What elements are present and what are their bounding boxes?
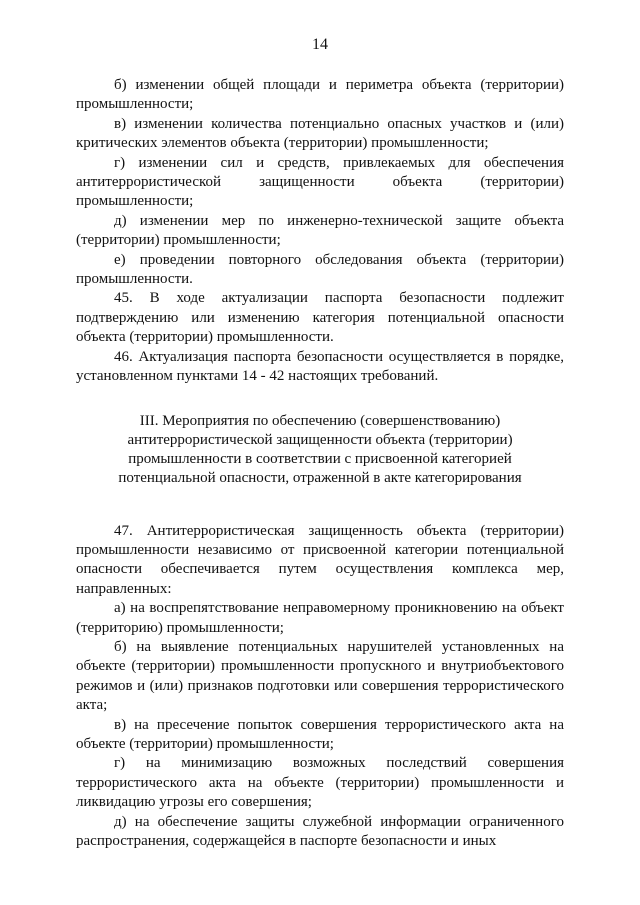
- page-number: 14: [312, 36, 328, 53]
- paragraph-g: г) изменении сил и средств, привлекаемых для обеспечения антитеррористической защищенности объекта (территории) промышленности;: [76, 154, 564, 210]
- section-heading: [76, 412, 564, 488]
- section-heading-line: промышленности в соответствии с присвоенной категорией: [128, 450, 512, 467]
- paragraph-46: 46. Актуализация паспорта безопасности осуществляется в порядке, установленном пунктами 14 - 42 настоящих требований.: [76, 348, 564, 385]
- section-heading-line: потенциальной опасности, отраженной в акте категорирования: [118, 469, 522, 486]
- paragraph-47-d: д) на обеспечение защиты служебной информации ограниченного распространения, содержащейся в паспорте безопасности и иных: [76, 813, 564, 849]
- paragraph-47-b: б) на выявление потенциальных нарушителей установленных на объекте (территории) промышленности пропускного и внутриобъектового режимов и (или) признаков подготовки или совершения террористического акта;: [76, 638, 564, 714]
- paragraph-47-g: г) на минимизацию возможных последствий совершения террористического акта на объекте (территории) промышленности и ликвидацию угрозы его совершения;: [76, 755, 564, 811]
- paragraph-b: б) изменении общей площади и периметра объекта (территории) промышленности;: [76, 77, 564, 113]
- paragraph-e: е) проведении повторного обследования объекта (территории) промышленности.: [76, 251, 564, 288]
- paragraph-47-a: а) на воспрепятствование неправомерному проникновению на объект (территорию) промышленности;: [76, 600, 564, 636]
- section-heading-line: III. Мероприятия по обеспечению (совершенствованию): [139, 412, 501, 429]
- paragraph-45: 45. В ходе актуализации паспорта безопасности подлежит подтверждению или изменению категория потенциальной опасности объекта (территории) промышленности.: [76, 290, 564, 346]
- paragraph-47: 47. Антитеррористическая защищенность объекта (территории) промышленности независимо от присвоенной категории потенциальной опасности обеспечивается путем осуществления комплекса мер, направленных:: [76, 522, 564, 597]
- document-body: [76, 76, 564, 851]
- section-heading-line: антитеррористической защищенности объекта (территории): [127, 431, 513, 448]
- paragraph-47-v: в) на пресечение попыток совершения террористического акта на объекте (территории) промышленности;: [76, 716, 564, 752]
- paragraph-v: в) изменении количества потенциально опасных участков и (или) критических элементов объекта (территории) промышленности;: [76, 115, 564, 152]
- paragraph-d: д) изменении мер по инженерно-технической защите объекта (территории) промышленности;: [76, 212, 564, 249]
